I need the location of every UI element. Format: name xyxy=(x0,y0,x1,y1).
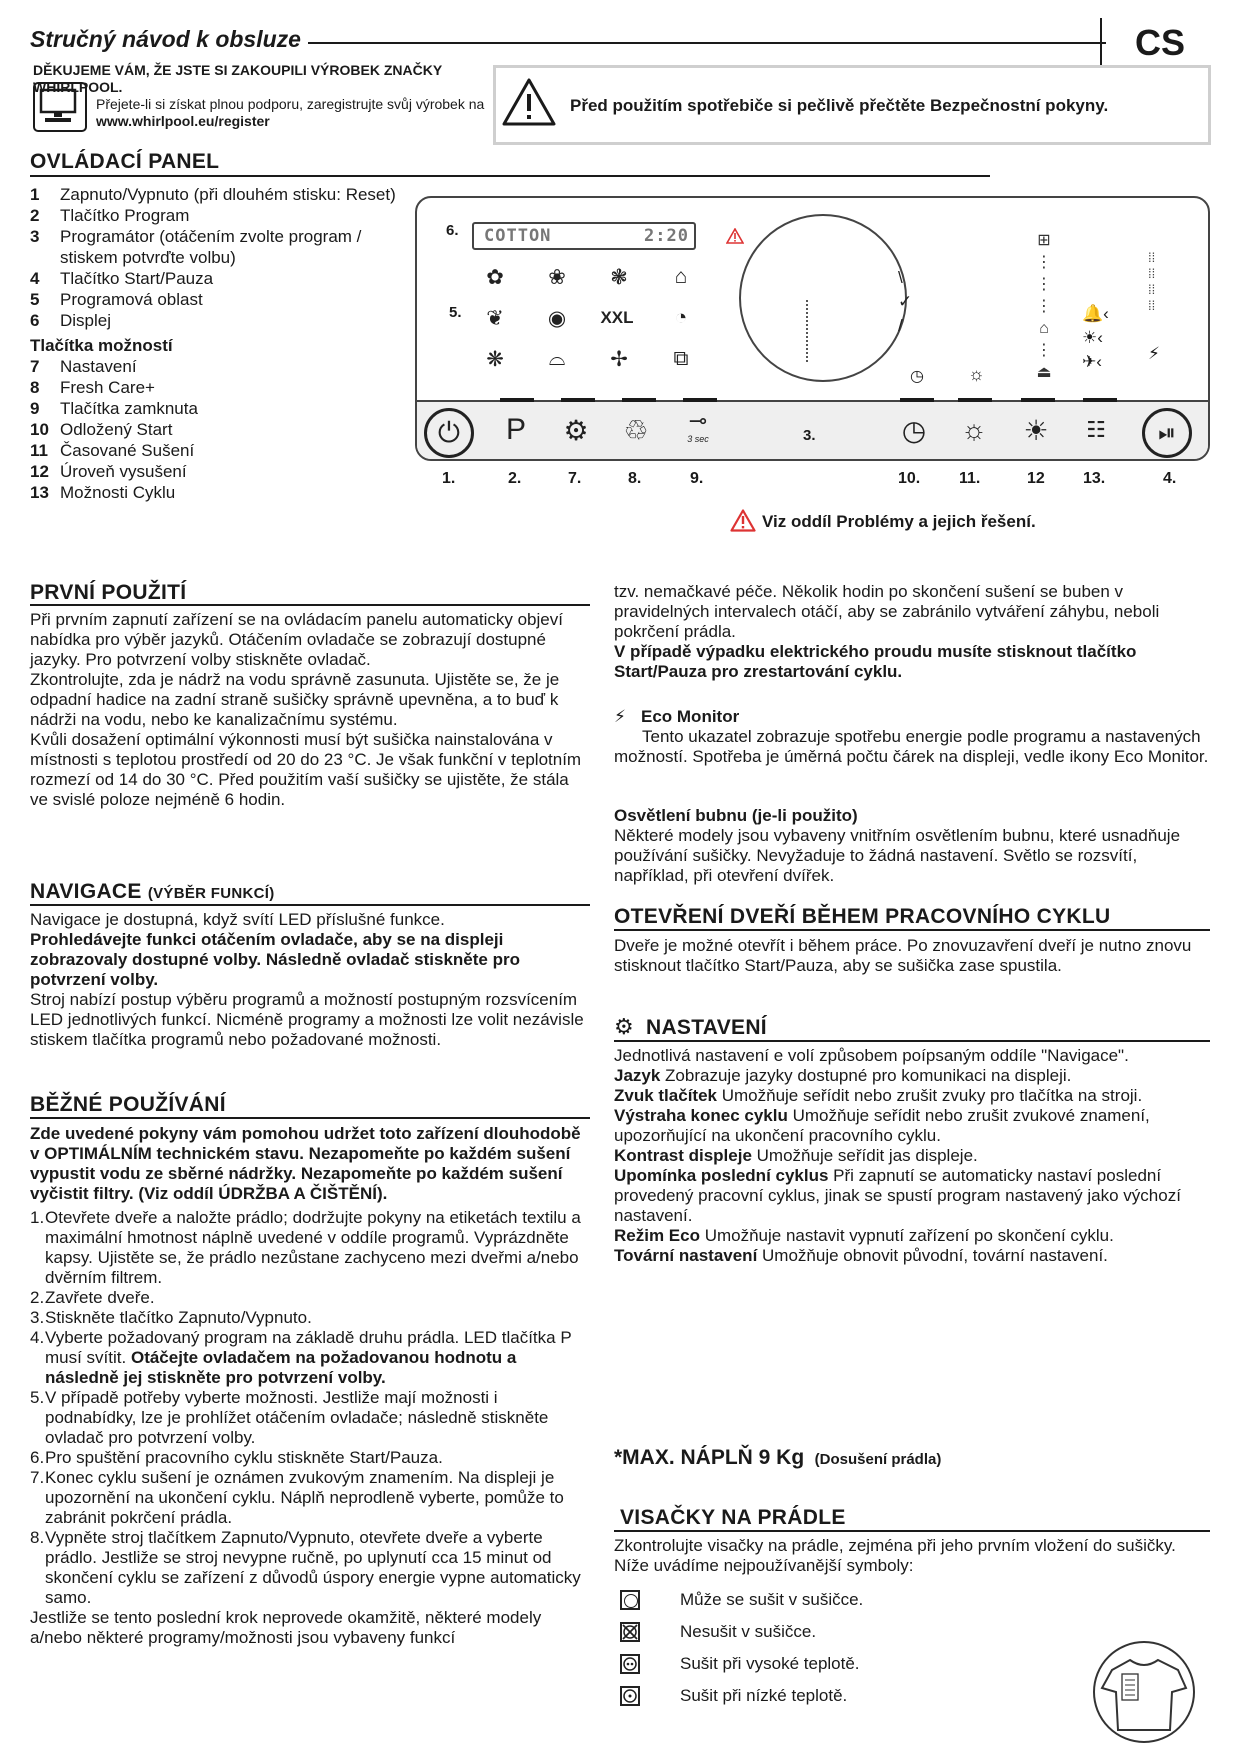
led-bar xyxy=(622,398,656,402)
first-use-text: Při prvním zapnutí zařízení se na ovládacím panelu automaticky objeví nabídka pro výběr jazyků. Otáčením ovladače se zobrazují dostupné jazyky. Pro potvrzení volby stiskněte ovladač. Zkontrolujte, zda je nádrž na vodu správně zasunuta. Ujistěte se, že je odpadní hadice na zadní straně sušičky správně upevněna, a to buď k nádrži na vodu, nebo ke kanalizačnímu systému. Kvůli dosažení optimální výkonnosti musí být sušička nainstalována v místnosti s teplotou prostředí od 20 do 23 °C. Je však funkční v teplotním rozmezí od 14 do 30 °C. Před použitím vaší sušičky se ujistěte, že stála ve svislé poloze nejméně 6 hodin. xyxy=(30,610,582,809)
step-item: 2. Zavřete dveře. xyxy=(30,1288,155,1307)
callout-number: 8. xyxy=(628,470,642,487)
care-symbol-list xyxy=(620,1584,1120,1712)
callout-number: 12 xyxy=(1027,470,1045,487)
setting-item: Upomínka poslední cyklus Při zapnutí se automaticky nastaví poslední provedený pracovní cyklus, jinak se spustí program nastavený jako výchozí nastavení. xyxy=(614,1166,1181,1225)
key-lock-button[interactable]: ⊸ 3 sec xyxy=(687,408,709,444)
warning-triangle-icon xyxy=(501,77,557,127)
mixed-program-icon[interactable]: ❃ xyxy=(610,265,628,289)
led-bar xyxy=(500,398,534,402)
eco-monitor-text: Tento ukazatel zobrazuje spotřebu energie podle programu a nastavených možností. Spotřeba je úměrná počtu čárek na displeji, vedle ikony Eco Monitor. xyxy=(614,727,1209,766)
display-time: 2:20 xyxy=(644,226,689,246)
label-display: 6. xyxy=(446,222,459,239)
cotton-program-icon[interactable]: ✿ xyxy=(486,265,504,289)
no-crease-text: tzv. nemačkavé péče. Několik hodin po skončení sušení se buben v pravidelných intervalech otáčí, aby se zabránilo vytváření záhybu, neboli pokrčení prádla. V případě výpadku elektrického proudu musíte stisknout tlačítko Start/Pauza pro zrestartování cyklu. xyxy=(614,582,1160,681)
knob-indicator xyxy=(806,300,810,362)
care-symbol-row: Může se sušit v sušičce. xyxy=(620,1584,1120,1616)
quick-program-icon[interactable]: ◔ xyxy=(674,306,688,329)
shirts-program-icon[interactable]: ❋ xyxy=(486,347,504,371)
step-item: 3. Stiskněte tlačítko Zapnuto/Vypnuto. xyxy=(30,1308,312,1327)
eco-monitor-title: Eco Monitor xyxy=(641,707,740,726)
max-load: *MAX. NÁPLŇ 9 Kg (Dosušení prádla) xyxy=(614,1446,942,1469)
settings-button[interactable]: ⚙ xyxy=(563,414,589,446)
step-item: 7. Konec cyklu sušení je oznámen zvukovým znamením. Na displeji je upozornění na ukončení cyklu. Náplň neprodleně vyberte, pomůže to zabránit pokrčení prádla. xyxy=(30,1468,564,1527)
daily-use-text: Zde uvedené pokyny vám pomohou udržet toto zařízení dlouhodobě v OPTIMÁLNÍM technickém stavu. Nezapomeňte po každém sušení vypustit vodu ze sběrné nádržky. Nezapomeňte po každém sušení vyčistit filtry. (Viz oddíl ÚDRŽBA A ČIŠTĚNÍ). 1. Otevřete dveře a naložte prádlo; dodržujte pokyny na etiketách textilu a maximální hmotnost náplně uvedené v oddíle programů. Vyprázdněte kapsy. Ujistěte se, že prádlo nezůstane zachyceno mezi dveřmi a/nebo dvěrním filtrem. 2. Zavřete dveře. 3. Stiskněte tlačítko Zapnuto/Vypnuto. 4. Vyberte požadovaný program na základě druhu prádla. LED tlačítka P musí svítit. Otáčejte ovladačem na požadovanou hodnotu a následně jej stiskněte pro potvrzení volby. 5. V případě potřeby vyberte možnosti. Jestliže mají možnosti i podnabídky, lze je prohlížet otáčením ovladače; následně stiskněte ovladač pro potvrzení volby. 6. Pro spuštění pracovního cyklu stiskněte Start/Pauza. 7. Konec cyklu sušení je oznámen zvukovým znamením. Na displeji je upozornění na ukončení cyklu. Náplň neprodleně vyberte, pomůže to zabránit pokrčení prádla. 8. Vypněte stroj tlačítkem Zapnuto/Vypnuto, otevřete dveře a vyberte prádlo. Jestliže se stroj nevypne ručně, po uplynutí cca 15 minut od skončení cyklu se zařízení z důvodů úspory energie vypne automaticky samo. Jestliže se tento poslední krok neprovede okamžitě, některé modely a/nebo některé programy/možnosti jsou vybaveny funkcí xyxy=(30,1124,590,1648)
display-program: COTTON xyxy=(484,226,552,246)
navigation-text: Navigace je dostupná, když svítí LED příslušné funkce. Prohledávejte funkci otáčením ovladače, aby se na displeji zobrazovaly dostupné volby. Následně ovladač stiskněte pro potvrzení volby. Stroj nabízí postup výběru programů a možností postupným rozsvícením LED jednotlivých funkcí. Nicméně programy a možnosti lze volit nezávisle stiskem tlačítka programů nebo požadované možnosti. xyxy=(30,910,584,1049)
fresh-care-button[interactable]: ♲ xyxy=(623,414,649,446)
settings-text: Jednotlivá nastavení e volí způsobem poípsaným oddíle "Navigace". Jazyk Zobrazuje jazyky dostupné pro komunikaci na displeji. Zvuk tlačítek Umožňuje seřídit nebo zrušit zvuky pro tlačítka na stroji. Výstraha konec cyklu Umožňuje seřídit nebo zrušit zvukové znamení, upozorňující na ukončení pracovního cyklu. Kontrast displeje Umožňuje seřídit jas displeje. Upomínka poslední cyklus Při zapnutí se automaticky nastaví poslední provedený pracovní cyklus, jinak se spustí program nastavený jako výchozí nastavení. Režim Eco Umožňuje nastavit vypnutí zařízení po skončení cyklu. Tovární nastavení Umožňuje obnovit původní, tovární nastavení. xyxy=(614,1046,1210,1266)
callout-number: 9. xyxy=(690,470,704,487)
first-use-rule xyxy=(30,604,590,606)
eco-cotton-program-icon[interactable]: ❦ xyxy=(486,306,504,330)
step-item: 8. Vypněte stroj tlačítkem Zapnuto/Vypnuto, otevřete dveře a vyberte prádlo. Jestliže se stroj nevypne ručně, po uplynutí cca 15 minut od skončení cyklu se zařízení z důvodů úspory energie vypne automaticky samo. xyxy=(30,1528,581,1607)
led-bar xyxy=(1021,398,1055,402)
callout-number: 7. xyxy=(568,470,582,487)
lock-hint: 3 sec xyxy=(687,434,709,444)
do-not-tumble-dry-icon xyxy=(620,1622,640,1642)
shirt-label-illustration xyxy=(1082,1640,1207,1745)
display xyxy=(472,222,696,250)
dryness-led-icon: ☼ xyxy=(968,364,985,384)
legend-item: 2 Tlačítko Program xyxy=(30,206,190,225)
control-panel-title: OVLÁDACÍ PANEL xyxy=(30,150,220,173)
program-button[interactable]: P xyxy=(505,413,526,446)
callout-number: 2. xyxy=(508,470,522,487)
legend-item: 9 Tlačítka zamknuta xyxy=(30,399,198,418)
legend-item: 11 Časované Sušení xyxy=(30,441,195,460)
legend-item: 5 Programová oblast xyxy=(30,290,203,309)
navigation-rule xyxy=(30,904,590,906)
legend-item: 3 Programátor (otáčením zvolte program / stiskem potvrďte volbu) xyxy=(30,227,362,267)
first-use-title: PRVNÍ POUŽITÍ xyxy=(30,581,187,604)
legend-item: 13 Možnosti Cyklu xyxy=(30,483,176,502)
wool-program-icon[interactable]: ◉ xyxy=(547,306,567,330)
legend-item: 1 Zapnuto/Vypnuto (při dlouhém stisku: Reset) xyxy=(30,185,396,204)
drum-light-text: Některé modely jsou vybaveny vnitřním osvětlením bubnu, které usnadňuje používání sušičky. Nevyžaduje to žádná nastavení. Světlo se rozsvítí, například, při otevření dvířek. xyxy=(614,826,1181,885)
laundry-labels-title: VISAČKY NA PRÁDLE xyxy=(620,1506,846,1529)
low-heat-dry-icon xyxy=(620,1686,640,1706)
language-code: CS xyxy=(1135,22,1186,63)
legend-item: 8 Fresh Care+ xyxy=(30,378,155,397)
high-heat-dry-icon xyxy=(620,1654,640,1674)
led-bar xyxy=(561,398,595,402)
step-item: 6. Pro spuštění pracovního cyklu stiskněte Start/Pauza. xyxy=(30,1448,443,1467)
callout-number: 13. xyxy=(1083,470,1106,487)
easy-iron-program-icon[interactable]: ⌓ xyxy=(548,347,566,370)
control-panel-rule xyxy=(30,175,990,177)
settings-title: NASTAVENÍ xyxy=(646,1016,767,1039)
daily-use-title: BĚŽNÉ POUŽÍVÁNÍ xyxy=(30,1093,226,1116)
program-selector-knob[interactable] xyxy=(739,214,907,382)
page-title: Stručný návod k obsluze xyxy=(30,26,301,52)
door-open-title: OTEVŘENÍ DVEŘÍ BĚHEM PRACOVNÍHO CYKLU xyxy=(614,905,1111,928)
thanks-heading: DĚKUJEME VÁM, ŽE JSTE SI ZAKOUPILI VÝROBEK ZNAČKY WHIRLPOOL. xyxy=(33,62,442,95)
cycle-options-button[interactable]: ☷ xyxy=(1086,417,1106,442)
label-selector: 3. xyxy=(803,427,816,444)
dryness-scale-icon: \ ✓ / xyxy=(898,268,913,335)
setting-item: Zvuk tlačítek Umožňuje seřídit nebo zrušit zvuky pro tlačítka na stroji. xyxy=(614,1086,1143,1105)
mix-program-icon[interactable]: ⧉ xyxy=(673,347,689,370)
care-symbol-row: Sušit při vysoké teplotě. xyxy=(620,1648,1120,1680)
setting-item: Výstraha konec cyklu Umožňuje seřídit nebo zrušit zvukové znamení, upozorňující na ukončení pracovního cyklu. xyxy=(614,1106,1150,1145)
time-dry-led-icon: ◷ xyxy=(910,368,924,385)
led-bar xyxy=(958,398,992,402)
troubleshooting-reference: Viz oddíl Problémy a jejich řešení. xyxy=(762,512,1036,531)
legend-item: 4 Tlačítko Start/Pauza xyxy=(30,269,214,288)
drum-light-title: Osvětlení bubnu (je-li použito) xyxy=(614,806,858,825)
synthetic-program-icon[interactable]: ❀ xyxy=(548,265,566,289)
power-button[interactable]: ⏻ xyxy=(424,408,474,458)
refresh-program-icon[interactable]: ✢ xyxy=(610,347,628,371)
settings-rule xyxy=(614,1040,1210,1042)
care-symbol-row: Nesušit v sušičce. xyxy=(620,1616,1120,1648)
led-bar xyxy=(1083,398,1117,402)
care-symbol-row: Sušit při nízké teplotě. xyxy=(620,1680,1120,1712)
start-pause-button[interactable]: ⏯ xyxy=(1142,408,1192,458)
eco-monitor-icon: ⚡ xyxy=(1148,344,1160,363)
title-rule-vertical xyxy=(1100,18,1102,66)
callout-number: 10. xyxy=(898,470,921,487)
thanks-text: Přejete-li si získat plnou podporu, zaregistrujte svůj výrobek na xyxy=(96,96,485,112)
settings-gear-icon: ⚙ xyxy=(614,1014,634,1039)
setting-item: Režim Eco Umožňuje nastavit vypnutí zařízení po skončení cyklu. xyxy=(614,1226,1114,1245)
callout-number: 11. xyxy=(959,470,981,487)
control-panel-legend xyxy=(30,184,410,503)
legend-item: 10 Odložený Start xyxy=(30,420,173,439)
delay-start-button[interactable]: ◷ xyxy=(901,414,927,446)
step-item: 4. Vyberte požadovaný program na základě druhu prádla. LED tlačítka P musí svítit. Otáčejte ovladačem na požadovanou hodnotu a následně jej stiskněte pro potvrzení volby. xyxy=(30,1328,572,1387)
door-open-text: Dveře je možné otevřít i během práce. Po znovuzavření dveří je nutno znovu stisknout tlačítko Start/Pauza, aby se sušička zase spustila. xyxy=(614,936,1192,975)
timed-dry-button[interactable]: ☼ xyxy=(961,414,987,445)
register-link[interactable]: www.whirlpool.eu/register xyxy=(96,113,270,129)
callout-number: 4. xyxy=(1163,470,1177,487)
daily-use-rule xyxy=(30,1117,590,1119)
legend-item: 7 Nastavení xyxy=(30,357,137,376)
callout-number: 1. xyxy=(442,470,456,487)
setting-item: Kontrast displeje Umožňuje seřídit jas displeje. xyxy=(614,1146,978,1165)
label-program-area: 5. xyxy=(449,304,462,321)
xxl-program-icon[interactable]: XXL xyxy=(600,308,634,327)
safety-notice-text: Před použitím spotřebiče si pečlivě přečtěte Bezpečnostní pokyny. xyxy=(570,96,1109,115)
option-led-icons: 🔔‹ ☀‹ ✈‹ xyxy=(1082,304,1109,371)
step-item: 5. V případě potřeby vyberte možnosti. Jestliže mají možnosti i podnabídky, lze je prohlížet otáčením ovladače; následně stiskněte ovladač pro potvrzení volby. xyxy=(30,1388,549,1447)
setting-item: Jazyk Zobrazuje jazyky dostupné pro komunikaci na displeji. xyxy=(614,1066,1072,1085)
display-alert-icon xyxy=(726,228,744,244)
navigation-title: NAVIGACE (VÝBĚR FUNKCÍ) xyxy=(30,880,275,903)
setting-item: Tovární nastavení Umožňuje obnovit původní, tovární nastavení. xyxy=(614,1246,1108,1265)
title-rule xyxy=(308,42,1106,44)
eco-monitor-icon: ⚡ xyxy=(614,707,626,726)
options-title: Tlačítka možností xyxy=(30,336,173,355)
delicate-program-icon[interactable]: ⌂ xyxy=(674,265,688,288)
dryness-level-button[interactable]: ☀ xyxy=(1023,414,1049,446)
door-open-rule xyxy=(614,929,1210,931)
laundry-labels-intro: Zkontrolujte visačky na prádle, zejména při jeho prvním vložení do sušičky. Níže uvádíme nejpoužívanější symboly: xyxy=(614,1536,1176,1575)
eco-monitor-bars-icon: ⁞⁞ ⁞⁞ ⁞⁞ ⁞⁞ xyxy=(1148,250,1156,313)
cycle-phase-icons: ⊞ ⋮ ⋮ ⋮ ⌂ ⋮ ⏏ xyxy=(1036,232,1052,381)
tumble-dry-icon xyxy=(620,1590,640,1610)
laundry-labels-rule xyxy=(614,1530,1210,1532)
legend-item: 6 Displej xyxy=(30,311,112,330)
step-item: 1. Otevřete dveře a naložte prádlo; dodržujte pokyny na etiketách textilu a maximální hmotnost náplně uvedené v oddíle programů. Vyprázdněte kapsy. Ujistěte se, že prádlo nezůstane zachyceno mezi dveřmi a/nebo dvěrním filtrem. xyxy=(30,1208,581,1287)
warning-triangle-icon xyxy=(730,509,756,532)
legend-item: 12 Úroveň vysušení xyxy=(30,462,187,481)
led-bar xyxy=(900,398,934,402)
